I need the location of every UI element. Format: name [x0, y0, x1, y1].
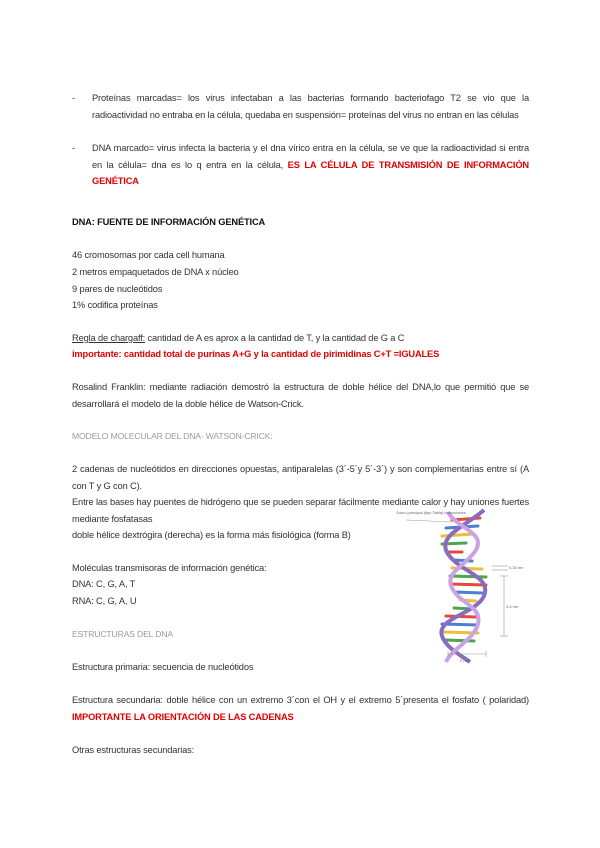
transmitters-dna: DNA: C, G, A, T [72, 579, 136, 589]
chargaff-text: cantidad de A es aprox a la cantidad de T, y la cantidad de G a C [145, 333, 405, 343]
model-antiparallel: 2 cadenas de nucleótidos en direcciones opuestas, antiparalelas (3´-5´y 5´-3´) y son complementarias entre sí (A con T y G con C). [72, 464, 529, 491]
bullet-dash: - [72, 93, 75, 103]
secondary-structure [72, 692, 529, 725]
secondary-text: Estructura secundaria: doble hélice con un extremo 3´con el OH y el extremo 5´presenta el fosfato ( polaridad) [72, 695, 529, 705]
other-secondary-structures: Otras estructuras secundarias: [72, 745, 195, 755]
primary-structure: Estructura primaria: secuencia de nucleótidos [72, 662, 254, 672]
fact-line: 1% codifica proteínas [72, 300, 158, 310]
fact-line: 2 metros empaquetados de DNA x núcleo [72, 267, 239, 277]
transmitters-title: Moléculas transmisoras de información genética: [72, 563, 267, 573]
chargaff-label: Regla de chargaff: [72, 333, 146, 343]
figure-label-pitch: 3,4 nm [506, 604, 519, 609]
bullet-dash: - [72, 143, 75, 153]
bullet-labeled-dna [72, 140, 529, 190]
dna-helix-illustration [396, 506, 532, 666]
fact-line: 46 cromosomas por cada cell humana [72, 250, 225, 260]
dna-double-helix-figure [396, 506, 532, 666]
chargaff-rule [72, 330, 529, 347]
franklin-paragraph: Rosalind Franklin: mediante radiación demostró la estructura de doble hélice del DNA,lo que permitió que se desarrollará el modelo de la doble hélice de Watson-Crick. [72, 382, 529, 409]
heading-watson-crick: MODELO MOLECULAR DEL DNA- WATSON-CRICK: [72, 431, 273, 441]
bullet-text: Proteínas marcadas= los virus infectaban a las bacterias formando bacteriofago T2 se vio que la radioactividad no entraba en la célula, quedaba en suspensión= proteínas del virus no entran en las células [92, 93, 529, 120]
fact-line: 9 pares de nucleótidos [72, 284, 163, 294]
figure-label-groove: Surco principal (tipo Tabla) Inducciones [396, 510, 466, 515]
model-dextrogyre: doble hélice dextrógira (derecha) es la forma más fisiológica (forma B) [72, 530, 351, 540]
figure-label-width: 2 nm [460, 658, 469, 663]
secondary-important: IMPORTANTE LA ORIENTACIÓN DE LAS CADENAS [72, 711, 294, 722]
heading-dna-structures: ESTRUCTURAS DEL DNA [72, 629, 173, 639]
bullet-highlight: ES LA CÉLULA DE TRANSMISIÓN DE INFORMACIÓN GENÉTICA [92, 159, 529, 187]
transmitters-rna: RNA: C, G, A, U [72, 596, 137, 606]
bullet-labeled-proteins [72, 90, 529, 123]
figure-label-rise: 0,34 nm [509, 565, 524, 570]
chargaff-important: importante: cantidad total de purinas A+G y la cantidad de pirimidinas C+T =IGUALES [72, 349, 440, 359]
bullet-text: DNA marcado= virus infecta la bacteria y el dna vírico entra en la célula, se ve que la radioactividad si entra en la célula= dna es lo q entra en la célula, [92, 143, 529, 170]
heading-dna-source: DNA: FUENTE DE INFORMACIÓN GENÉTICA [72, 217, 266, 227]
model-hydrogen-bonds: Entre las bases hay puentes de hidrógeno que se pueden separar fácilmente mediante calor y hay uniones fuertes mediante fosfatasas [72, 497, 529, 524]
